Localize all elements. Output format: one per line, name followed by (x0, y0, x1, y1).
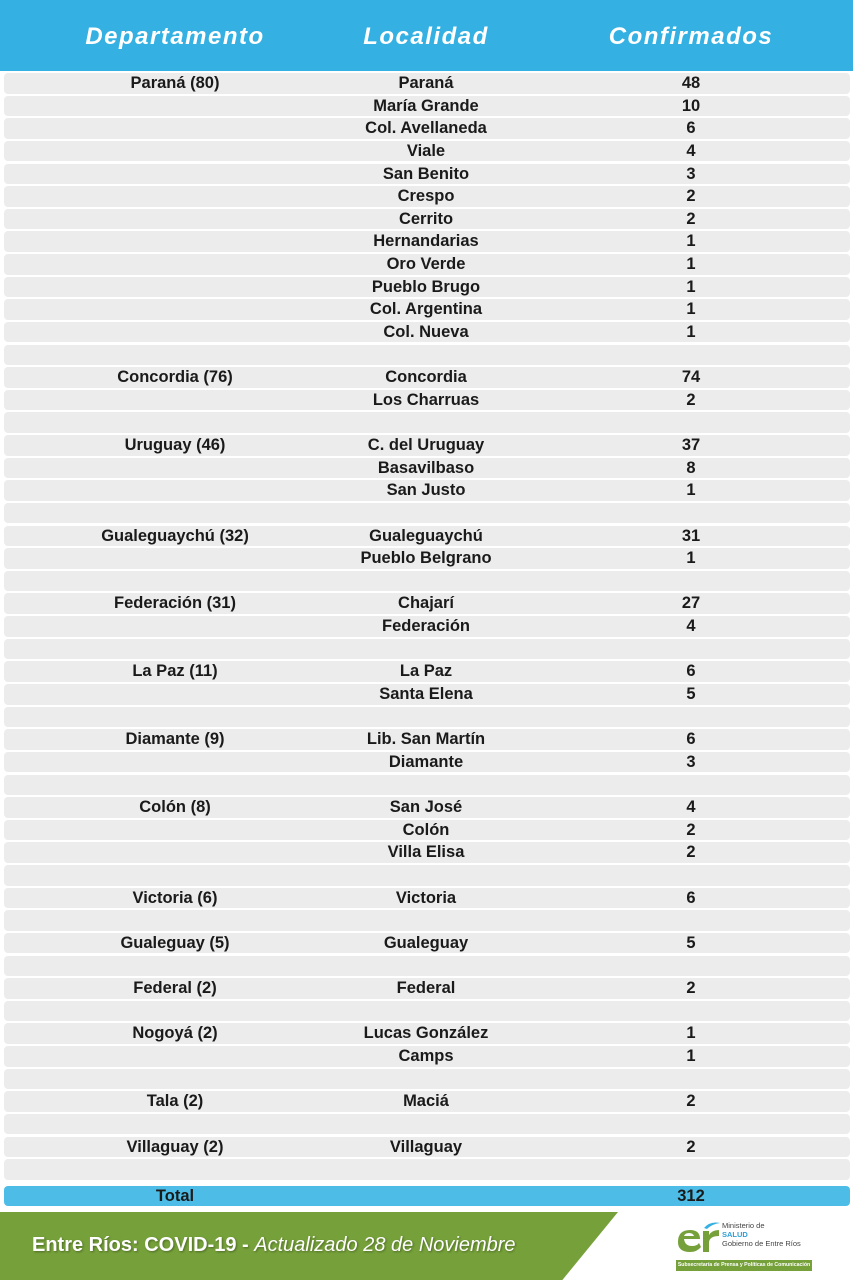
cell-localidad (306, 639, 546, 660)
cell-localidad (306, 503, 546, 524)
cell-departamento: Paraná (80) (130, 74, 220, 92)
cell-departamento (55, 209, 295, 230)
cell-departamento: Concordia (76) (117, 368, 233, 387)
cell-localidad: Maciá (403, 1092, 449, 1111)
cell-departamento: Federal (2) (133, 979, 217, 998)
table-row (4, 797, 850, 818)
cell-departamento (55, 1001, 295, 1022)
table-row (4, 661, 850, 682)
cell-localidad: Gualeguay (383, 933, 469, 952)
cell-localidad: Diamante (388, 752, 464, 771)
logo-line-ministerio: Ministerio de (722, 1221, 765, 1230)
cell-departamento (55, 684, 295, 705)
cell-departamento (55, 616, 295, 637)
logo-subsecretaria-bar: Subsecretaría de Prensa y Políticas de Comunicación (676, 1260, 812, 1271)
cell-confirmados: 74 (681, 368, 701, 387)
table-row (4, 910, 850, 931)
total-value: 312 (677, 1187, 705, 1205)
table-row (4, 209, 850, 230)
cell-localidad: Hernandarias (373, 232, 479, 251)
cell-confirmados: 1 (686, 1024, 696, 1043)
table-row (4, 96, 850, 117)
cell-localidad (306, 345, 546, 366)
table-row (4, 1023, 850, 1044)
table-row (4, 888, 850, 909)
cell-localidad: Pueblo Belgrano (360, 549, 492, 568)
cell-confirmados: 2 (686, 1137, 696, 1156)
cell-confirmados: 2 (686, 820, 696, 839)
table-row (4, 548, 850, 569)
cell-localidad: Victoria (395, 888, 457, 907)
cell-confirmados (571, 571, 811, 592)
cell-localidad: San José (389, 798, 463, 817)
table-row (4, 707, 850, 728)
cell-localidad: Los Charruas (372, 390, 480, 409)
cell-departamento (55, 254, 295, 275)
cell-confirmados: 5 (686, 685, 696, 703)
cell-departamento (55, 1069, 295, 1090)
cell-departamento (55, 1114, 295, 1135)
cell-localidad: San Justo (386, 481, 466, 500)
cell-departamento: Villaguay (2) (126, 1137, 224, 1156)
cell-confirmados (571, 1069, 811, 1090)
cell-confirmados: 2 (686, 1092, 696, 1111)
cell-localidad: Col. Nueva (383, 322, 469, 341)
cell-localidad: Pueblo Brugo (371, 277, 481, 296)
cell-confirmados: 1 (686, 232, 696, 251)
table-row (4, 933, 850, 954)
table-row (4, 164, 850, 185)
cell-localidad: Federación (381, 617, 471, 636)
cell-departamento (55, 322, 295, 343)
cell-localidad: Colón (402, 820, 450, 839)
cell-departamento (55, 231, 295, 252)
cell-confirmados: 3 (686, 752, 696, 771)
cell-confirmados: 1 (686, 1047, 696, 1066)
table-row (4, 1001, 850, 1022)
footer-title (32, 1212, 516, 1280)
cell-departamento (55, 752, 295, 773)
cell-confirmados: 4 (686, 141, 696, 160)
cell-confirmados: 31 (681, 526, 701, 545)
total-label: Total (155, 1187, 195, 1205)
cell-departamento (55, 820, 295, 841)
cell-departamento (55, 164, 295, 185)
cell-confirmados: 2 (686, 187, 696, 206)
table-row (4, 254, 850, 275)
logo-line-salud: SALUD (722, 1230, 748, 1239)
table-row (4, 1114, 850, 1135)
cell-localidad: Crespo (397, 187, 455, 206)
cell-departamento (55, 141, 295, 162)
cell-departamento (55, 842, 295, 863)
logo-line-gobierno: Gobierno de Entre Ríos (722, 1239, 801, 1248)
cell-departamento: Gualeguaychú (32) (101, 526, 249, 545)
cell-confirmados (571, 910, 811, 931)
cell-confirmados: 2 (686, 979, 696, 998)
cell-departamento: Nogoyá (2) (132, 1024, 218, 1043)
cell-departamento: La Paz (11) (132, 662, 218, 681)
cell-confirmados: 2 (686, 390, 696, 409)
cell-localidad: Federal (396, 979, 456, 998)
table-row (4, 503, 850, 524)
cell-localidad: Gualeguaychú (369, 526, 483, 545)
header-departamento: Departamento (85, 23, 265, 50)
cell-localidad (306, 707, 546, 728)
table-row (4, 639, 850, 660)
cell-departamento: Gualeguay (5) (120, 933, 230, 952)
cell-localidad (306, 1159, 546, 1180)
cell-localidad: Chajarí (398, 594, 454, 613)
cell-departamento: Diamante (9) (125, 730, 225, 749)
cell-localidad: Col. Avellaneda (365, 119, 487, 138)
table-row (4, 729, 850, 750)
table-row (4, 1137, 850, 1158)
table-row (4, 345, 850, 366)
cell-localidad (306, 956, 546, 977)
header-confirmados: Confirmados (608, 23, 774, 50)
cell-departamento (55, 571, 295, 592)
cell-localidad: C. del Uruguay (367, 436, 485, 455)
table-row (4, 956, 850, 977)
cell-localidad (306, 1114, 546, 1135)
cell-departamento (55, 865, 295, 886)
cell-localidad: Oro Verde (386, 255, 466, 274)
cell-departamento (55, 1046, 295, 1067)
table-row (4, 141, 850, 162)
cell-localidad: Santa Elena (379, 685, 473, 703)
cell-confirmados: 10 (681, 96, 701, 115)
cell-confirmados: 1 (686, 300, 696, 319)
cell-confirmados: 27 (681, 594, 701, 613)
table-row (4, 322, 850, 343)
table-row (4, 571, 850, 592)
table-row (4, 118, 850, 139)
cell-confirmados: 1 (686, 549, 696, 568)
cell-departamento (55, 345, 295, 366)
cell-departamento (55, 480, 295, 501)
cell-confirmados: 6 (686, 662, 696, 681)
table-row (4, 820, 850, 841)
cell-localidad: San Benito (382, 164, 470, 183)
table-row (4, 1091, 850, 1112)
cell-departamento (55, 910, 295, 931)
cell-departamento (55, 277, 295, 298)
cell-confirmados (571, 707, 811, 728)
cell-localidad: Cerrito (398, 209, 454, 228)
cell-departamento (55, 390, 295, 411)
table-row (4, 231, 850, 252)
cell-confirmados: 6 (686, 888, 696, 907)
cell-confirmados: 6 (686, 119, 696, 138)
cell-confirmados: 4 (686, 798, 696, 817)
table-row (4, 1069, 850, 1090)
cell-localidad (306, 412, 546, 433)
table-row (4, 865, 850, 886)
cell-departamento (55, 548, 295, 569)
cell-confirmados (571, 865, 811, 886)
cell-confirmados (571, 639, 811, 660)
table-row (4, 775, 850, 796)
cell-confirmados (571, 1114, 811, 1135)
cell-confirmados (571, 775, 811, 796)
cell-departamento (55, 707, 295, 728)
cell-confirmados: 6 (686, 730, 696, 749)
cell-departamento: Colón (8) (139, 798, 211, 817)
cell-localidad (306, 775, 546, 796)
table-row (4, 526, 850, 547)
cell-localidad: María Grande (373, 96, 479, 115)
table-row (4, 842, 850, 863)
cell-localidad: Col. Argentina (369, 300, 483, 319)
cell-confirmados: 1 (686, 322, 696, 341)
cell-localidad (306, 865, 546, 886)
cell-confirmados: 37 (681, 436, 701, 455)
cell-departamento (55, 299, 295, 320)
cell-confirmados: 5 (686, 933, 696, 952)
cell-confirmados: 8 (686, 458, 696, 477)
cell-departamento: Victoria (6) (132, 888, 218, 907)
table-row (4, 73, 850, 94)
table-row (4, 752, 850, 773)
cell-localidad (306, 1001, 546, 1022)
table-row (4, 277, 850, 298)
cell-confirmados (571, 412, 811, 433)
table-row (4, 684, 850, 705)
cell-confirmados: 4 (686, 617, 696, 636)
cell-localidad (306, 1069, 546, 1090)
table-row (4, 1159, 850, 1180)
footer-title-date: Actualizado 28 de Noviembre (254, 1234, 516, 1256)
cell-confirmados: 2 (686, 209, 696, 228)
table-row (4, 480, 850, 501)
cell-confirmados (571, 503, 811, 524)
cell-localidad: Basavilbaso (377, 458, 475, 477)
cell-departamento (55, 118, 295, 139)
total-row (4, 1186, 850, 1206)
cell-confirmados (571, 1159, 811, 1180)
ministerio-salud-logo (672, 1218, 817, 1276)
header-localidad: Localidad (363, 23, 489, 50)
table-row (4, 390, 850, 411)
table-row (4, 435, 850, 456)
cell-departamento (55, 458, 295, 479)
cell-departamento (55, 1159, 295, 1180)
cell-confirmados: 1 (686, 255, 696, 274)
cell-localidad (306, 910, 546, 931)
cell-confirmados (571, 956, 811, 977)
cell-confirmados: 3 (686, 164, 696, 183)
cell-departamento: Uruguay (46) (124, 436, 226, 455)
cell-departamento (55, 503, 295, 524)
cell-confirmados: 2 (686, 843, 696, 862)
cell-confirmados (571, 1001, 811, 1022)
cell-departamento (55, 639, 295, 660)
table-row (4, 412, 850, 433)
table-header (0, 0, 853, 71)
table-row (4, 458, 850, 479)
cell-localidad: Villaguay (389, 1137, 463, 1156)
cell-confirmados: 1 (686, 481, 696, 500)
table-row (4, 299, 850, 320)
cell-departamento (55, 96, 295, 117)
cell-departamento: Tala (2) (146, 1092, 204, 1111)
table-row (4, 1046, 850, 1067)
table-row (4, 593, 850, 614)
er-logo-icon (674, 1220, 722, 1254)
cell-departamento (55, 775, 295, 796)
table-row (4, 978, 850, 999)
cell-departamento (55, 956, 295, 977)
cell-localidad: Concordia (385, 368, 467, 387)
cell-localidad: Lucas González (363, 1024, 489, 1043)
cell-confirmados: 48 (681, 74, 701, 92)
cell-localidad (306, 571, 546, 592)
cell-localidad: Lib. San Martín (366, 730, 486, 749)
cell-departamento (55, 412, 295, 433)
cell-localidad: La Paz (399, 662, 453, 681)
cell-departamento: Federación (31) (114, 594, 236, 613)
cell-confirmados: 1 (686, 277, 696, 296)
cell-localidad: Viale (406, 141, 446, 160)
table-row (4, 367, 850, 388)
cell-localidad: Camps (398, 1047, 454, 1066)
table-row (4, 186, 850, 207)
cell-departamento (55, 186, 295, 207)
cell-localidad: Villa Elisa (387, 843, 465, 862)
footer-title-main: Entre Ríos: COVID-19 - (32, 1234, 249, 1256)
cell-localidad: Paraná (398, 74, 454, 92)
table-row (4, 616, 850, 637)
cell-confirmados (571, 345, 811, 366)
